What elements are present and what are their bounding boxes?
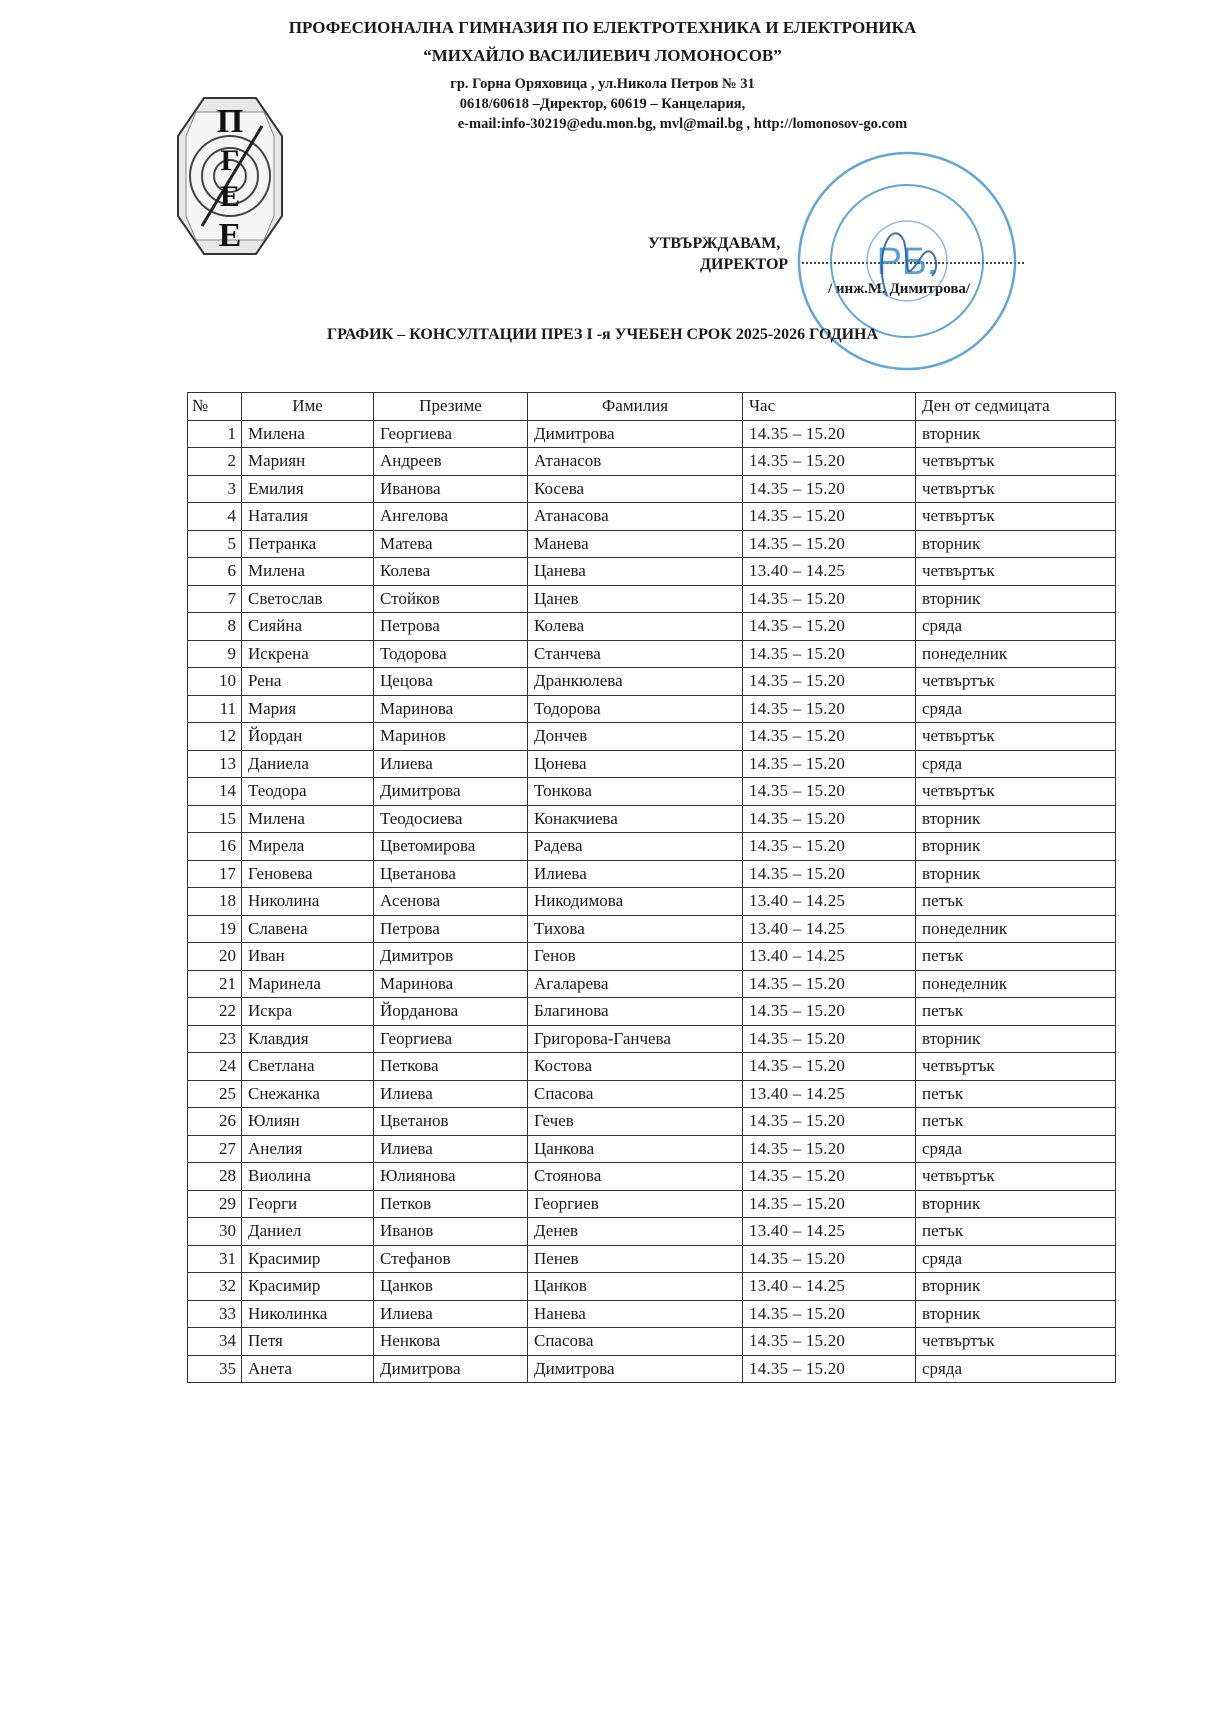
logo-letter: Г (220, 144, 240, 177)
cell-weekday: вторник (916, 420, 1116, 448)
cell-first-name: Красимир (242, 1245, 374, 1273)
cell-middle-name: Маринова (374, 695, 528, 723)
cell-first-name: Милена (242, 805, 374, 833)
cell-weekday: сряда (916, 1135, 1116, 1163)
cell-last-name: Георгиев (528, 1190, 743, 1218)
cell-last-name: Станчева (528, 640, 743, 668)
cell-time: 14.35 – 15.20 (743, 723, 916, 751)
cell-first-name: Рена (242, 668, 374, 696)
cell-first-name: Искрена (242, 640, 374, 668)
cell-middle-name: Димитрова (374, 778, 528, 806)
cell-weekday: вторник (916, 1300, 1116, 1328)
cell-weekday: четвъртък (916, 558, 1116, 586)
cell-last-name: Конакчиева (528, 805, 743, 833)
cell-number: 29 (188, 1190, 242, 1218)
cell-time: 13.40 – 14.25 (743, 915, 916, 943)
cell-weekday: понеделник (916, 970, 1116, 998)
cell-time: 14.35 – 15.20 (743, 1025, 916, 1053)
cell-last-name: Колева (528, 613, 743, 641)
cell-weekday: петък (916, 943, 1116, 971)
cell-last-name: Цанкова (528, 1135, 743, 1163)
school-address: гр. Горна Оряховица , ул.Никола Петров № 31 (450, 76, 755, 92)
cell-first-name: Красимир (242, 1273, 374, 1301)
cell-middle-name: Стойков (374, 585, 528, 613)
table-row (188, 1080, 1116, 1108)
cell-weekday: сряда (916, 750, 1116, 778)
cell-middle-name: Илиева (374, 1300, 528, 1328)
logo-letter: П (216, 103, 244, 140)
cell-first-name: Николинка (242, 1300, 374, 1328)
cell-first-name: Милена (242, 420, 374, 448)
cell-middle-name: Димитров (374, 943, 528, 971)
cell-weekday: четвъртък (916, 668, 1116, 696)
cell-middle-name: Георгиева (374, 420, 528, 448)
cell-last-name: Дончев (528, 723, 743, 751)
cell-number: 7 (188, 585, 242, 613)
cell-first-name: Анета (242, 1355, 374, 1383)
table-row (188, 695, 1116, 723)
cell-last-name: Благинова (528, 998, 743, 1026)
col-header-number: № (188, 393, 242, 421)
cell-last-name: Тодорова (528, 695, 743, 723)
cell-time: 14.35 – 15.20 (743, 1163, 916, 1191)
school-contacts: e-mail:info-30219@edu.mon.bg, mvl@mail.bg , http://lomonosov-go.com (457, 116, 908, 132)
table-row (188, 778, 1116, 806)
cell-time: 13.40 – 14.25 (743, 888, 916, 916)
cell-number: 20 (188, 943, 242, 971)
cell-number: 1 (188, 420, 242, 448)
cell-last-name: Цанев (528, 585, 743, 613)
cell-number: 4 (188, 503, 242, 531)
cell-last-name: Радева (528, 833, 743, 861)
approval-signatory: / инж.М. Димитрова/ (828, 281, 971, 297)
cell-first-name: Светлана (242, 1053, 374, 1081)
cell-time: 13.40 – 14.25 (743, 1080, 916, 1108)
table-row (188, 585, 1116, 613)
cell-number: 23 (188, 1025, 242, 1053)
cell-number: 33 (188, 1300, 242, 1328)
cell-number: 15 (188, 805, 242, 833)
cell-last-name: Нанева (528, 1300, 743, 1328)
cell-last-name: Илиева (528, 860, 743, 888)
cell-last-name: Пенев (528, 1245, 743, 1273)
cell-time: 14.35 – 15.20 (743, 750, 916, 778)
cell-middle-name: Стефанов (374, 1245, 528, 1273)
table-row (188, 1163, 1116, 1191)
cell-time: 14.35 – 15.20 (743, 805, 916, 833)
cell-time: 14.35 – 15.20 (743, 695, 916, 723)
cell-middle-name: Георгиева (374, 1025, 528, 1053)
cell-first-name: Виолина (242, 1163, 374, 1191)
cell-last-name: Атанасова (528, 503, 743, 531)
cell-first-name: Анелия (242, 1135, 374, 1163)
cell-last-name: Генов (528, 943, 743, 971)
cell-weekday: четвъртък (916, 1053, 1116, 1081)
cell-time: 13.40 – 14.25 (743, 558, 916, 586)
cell-number: 19 (188, 915, 242, 943)
cell-middle-name: Цветанов (374, 1108, 528, 1136)
cell-first-name: Клавдия (242, 1025, 374, 1053)
cell-first-name: Иван (242, 943, 374, 971)
cell-middle-name: Асенова (374, 888, 528, 916)
cell-last-name: Манева (528, 530, 743, 558)
cell-time: 14.35 – 15.20 (743, 1053, 916, 1081)
cell-last-name: Стоянова (528, 1163, 743, 1191)
cell-number: 27 (188, 1135, 242, 1163)
cell-weekday: вторник (916, 1190, 1116, 1218)
cell-time: 14.35 – 15.20 (743, 860, 916, 888)
cell-middle-name: Петрова (374, 613, 528, 641)
cell-first-name: Теодора (242, 778, 374, 806)
table-row (188, 613, 1116, 641)
cell-middle-name: Ангелова (374, 503, 528, 531)
cell-weekday: четвъртък (916, 778, 1116, 806)
table-row (188, 420, 1116, 448)
cell-time: 14.35 – 15.20 (743, 1355, 916, 1383)
cell-weekday: вторник (916, 1273, 1116, 1301)
table-row (188, 915, 1116, 943)
cell-number: 34 (188, 1328, 242, 1356)
stamp-center: РБ. (876, 241, 938, 283)
cell-number: 14 (188, 778, 242, 806)
cell-first-name: Маринела (242, 970, 374, 998)
cell-first-name: Георги (242, 1190, 374, 1218)
cell-number: 22 (188, 998, 242, 1026)
cell-number: 13 (188, 750, 242, 778)
table-row (188, 1135, 1116, 1163)
table-row (188, 1245, 1116, 1273)
cell-weekday: сряда (916, 695, 1116, 723)
cell-last-name: Агаларева (528, 970, 743, 998)
cell-last-name: Цанков (528, 1273, 743, 1301)
cell-weekday: вторник (916, 530, 1116, 558)
table-row (188, 1053, 1116, 1081)
cell-first-name: Сияйна (242, 613, 374, 641)
cell-weekday: петък (916, 1080, 1116, 1108)
table-row (188, 860, 1116, 888)
cell-time: 14.35 – 15.20 (743, 778, 916, 806)
table-row (188, 805, 1116, 833)
cell-time: 14.35 – 15.20 (743, 613, 916, 641)
cell-weekday: сряда (916, 1245, 1116, 1273)
cell-number: 35 (188, 1355, 242, 1383)
cell-time: 14.35 – 15.20 (743, 833, 916, 861)
table-row (188, 1355, 1116, 1383)
cell-number: 25 (188, 1080, 242, 1108)
cell-number: 21 (188, 970, 242, 998)
cell-first-name: Йордан (242, 723, 374, 751)
cell-last-name: Костова (528, 1053, 743, 1081)
cell-middle-name: Петкова (374, 1053, 528, 1081)
cell-weekday: четвъртък (916, 448, 1116, 476)
cell-number: 16 (188, 833, 242, 861)
cell-middle-name: Цанков (374, 1273, 528, 1301)
cell-last-name: Цанева (528, 558, 743, 586)
school-phones: 0618/60618 –Директор, 60619 – Канцелария, (459, 96, 746, 112)
cell-weekday: четвъртък (916, 475, 1116, 503)
col-header-time: Час (743, 393, 916, 421)
table-row (188, 475, 1116, 503)
cell-time: 14.35 – 15.20 (743, 585, 916, 613)
cell-weekday: петък (916, 888, 1116, 916)
table-row (188, 888, 1116, 916)
cell-middle-name: Иванова (374, 475, 528, 503)
cell-weekday: петък (916, 998, 1116, 1026)
cell-first-name: Мария (242, 695, 374, 723)
cell-first-name: Юлиян (242, 1108, 374, 1136)
table-header-row (188, 393, 1116, 421)
cell-number: 10 (188, 668, 242, 696)
cell-first-name: Емилия (242, 475, 374, 503)
table-row (188, 1273, 1116, 1301)
cell-number: 3 (188, 475, 242, 503)
table-row (188, 1218, 1116, 1246)
cell-middle-name: Цветомирова (374, 833, 528, 861)
logo-letter: Е (218, 217, 242, 254)
cell-time: 13.40 – 14.25 (743, 1218, 916, 1246)
cell-last-name: Спасова (528, 1328, 743, 1356)
cell-middle-name: Иванов (374, 1218, 528, 1246)
cell-time: 14.35 – 15.20 (743, 1300, 916, 1328)
cell-number: 24 (188, 1053, 242, 1081)
cell-number: 2 (188, 448, 242, 476)
cell-weekday: вторник (916, 860, 1116, 888)
cell-middle-name: Тодорова (374, 640, 528, 668)
table-row (188, 448, 1116, 476)
cell-number: 6 (188, 558, 242, 586)
cell-last-name: Гечев (528, 1108, 743, 1136)
cell-middle-name: Илиева (374, 750, 528, 778)
cell-weekday: понеделник (916, 915, 1116, 943)
table-row (188, 998, 1116, 1026)
cell-first-name: Наталия (242, 503, 374, 531)
cell-middle-name: Маринова (374, 970, 528, 998)
cell-first-name: Николина (242, 888, 374, 916)
school-name: ПРОФЕСИОНАЛНА ГИМНАЗИЯ ПО ЕЛЕКТРОТЕХНИКА И ЕЛЕКТРОНИКА (288, 18, 917, 37)
cell-number: 9 (188, 640, 242, 668)
cell-last-name: Спасова (528, 1080, 743, 1108)
table-row (188, 750, 1116, 778)
cell-last-name: Тонкова (528, 778, 743, 806)
cell-time: 14.35 – 15.20 (743, 970, 916, 998)
cell-first-name: Искра (242, 998, 374, 1026)
cell-last-name: Атанасов (528, 448, 743, 476)
cell-number: 8 (188, 613, 242, 641)
cell-middle-name: Ненкова (374, 1328, 528, 1356)
cell-weekday: четвъртък (916, 1163, 1116, 1191)
cell-middle-name: Цветанова (374, 860, 528, 888)
cell-last-name: Димитрова (528, 1355, 743, 1383)
table-row (188, 723, 1116, 751)
cell-middle-name: Матева (374, 530, 528, 558)
cell-first-name: Славена (242, 915, 374, 943)
cell-middle-name: Димитрова (374, 1355, 528, 1383)
table-row (188, 558, 1116, 586)
cell-middle-name: Колева (374, 558, 528, 586)
cell-time: 14.35 – 15.20 (743, 503, 916, 531)
cell-weekday: петък (916, 1218, 1116, 1246)
cell-number: 17 (188, 860, 242, 888)
cell-time: 14.35 – 15.20 (743, 998, 916, 1026)
table-row (188, 1025, 1116, 1053)
cell-time: 14.35 – 15.20 (743, 420, 916, 448)
cell-number: 32 (188, 1273, 242, 1301)
cell-middle-name: Илиева (374, 1135, 528, 1163)
table-row (188, 970, 1116, 998)
approval-label: УТВЪРЖДАВАМ, (648, 235, 781, 252)
cell-last-name: Денев (528, 1218, 743, 1246)
col-header-weekday: Ден от седмицата (916, 393, 1116, 421)
cell-middle-name: Илиева (374, 1080, 528, 1108)
cell-weekday: четвъртък (916, 503, 1116, 531)
cell-number: 11 (188, 695, 242, 723)
cell-time: 14.35 – 15.20 (743, 668, 916, 696)
cell-first-name: Светослав (242, 585, 374, 613)
cell-weekday: вторник (916, 1025, 1116, 1053)
cell-weekday: четвъртък (916, 1328, 1116, 1356)
cell-time: 14.35 – 15.20 (743, 1135, 916, 1163)
cell-middle-name: Андреев (374, 448, 528, 476)
cell-first-name: Даниел (242, 1218, 374, 1246)
cell-weekday: вторник (916, 585, 1116, 613)
consultation-schedule-table (187, 392, 1116, 1383)
table-row (188, 503, 1116, 531)
table-row (188, 640, 1116, 668)
cell-last-name: Никодимова (528, 888, 743, 916)
cell-middle-name: Теодосиева (374, 805, 528, 833)
approval-role: ДИРЕКТОР (700, 256, 789, 273)
table-row (188, 833, 1116, 861)
table-row (188, 1328, 1116, 1356)
cell-middle-name: Петков (374, 1190, 528, 1218)
logo-letter: Е (219, 180, 241, 213)
cell-time: 14.35 – 15.20 (743, 1190, 916, 1218)
cell-middle-name: Цецова (374, 668, 528, 696)
cell-first-name: Петя (242, 1328, 374, 1356)
cell-number: 31 (188, 1245, 242, 1273)
cell-last-name: Димитрова (528, 420, 743, 448)
cell-first-name: Мариян (242, 448, 374, 476)
table-row (188, 1108, 1116, 1136)
table-row (188, 530, 1116, 558)
signature-line (802, 262, 1024, 264)
cell-time: 13.40 – 14.25 (743, 1273, 916, 1301)
cell-last-name: Григорова-Ганчева (528, 1025, 743, 1053)
cell-first-name: Снежанка (242, 1080, 374, 1108)
table-row (188, 1190, 1116, 1218)
cell-last-name: Тихова (528, 915, 743, 943)
cell-last-name: Косева (528, 475, 743, 503)
cell-middle-name: Юлиянова (374, 1163, 528, 1191)
cell-time: 14.35 – 15.20 (743, 475, 916, 503)
cell-time: 14.35 – 15.20 (743, 640, 916, 668)
cell-time: 14.35 – 15.20 (743, 1328, 916, 1356)
cell-last-name: Дранкюлева (528, 668, 743, 696)
cell-first-name: Даниела (242, 750, 374, 778)
table-row (188, 943, 1116, 971)
cell-time: 13.40 – 14.25 (743, 943, 916, 971)
cell-first-name: Геновева (242, 860, 374, 888)
cell-middle-name: Маринов (374, 723, 528, 751)
cell-weekday: сряда (916, 1355, 1116, 1383)
cell-weekday: вторник (916, 833, 1116, 861)
cell-weekday: вторник (916, 805, 1116, 833)
cell-number: 30 (188, 1218, 242, 1246)
cell-first-name: Петранка (242, 530, 374, 558)
cell-middle-name: Петрова (374, 915, 528, 943)
cell-last-name: Цонева (528, 750, 743, 778)
cell-middle-name: Йорданова (374, 998, 528, 1026)
document-title: ГРАФИК – КОНСУЛТАЦИИ ПРЕЗ I -я УЧЕБЕН СРОК 2025-2026 ГОДИНА (326, 326, 879, 343)
cell-weekday: понеделник (916, 640, 1116, 668)
col-header-first-name: Име (242, 393, 374, 421)
cell-time: 14.35 – 15.20 (743, 1245, 916, 1273)
cell-number: 28 (188, 1163, 242, 1191)
cell-number: 5 (188, 530, 242, 558)
cell-number: 12 (188, 723, 242, 751)
table-row (188, 668, 1116, 696)
cell-first-name: Милена (242, 558, 374, 586)
cell-weekday: четвъртък (916, 723, 1116, 751)
school-logo-icon (176, 96, 284, 256)
cell-time: 14.35 – 15.20 (743, 1108, 916, 1136)
table-row (188, 1300, 1116, 1328)
cell-weekday: петък (916, 1108, 1116, 1136)
col-header-middle-name: Презиме (374, 393, 528, 421)
cell-time: 14.35 – 15.20 (743, 530, 916, 558)
cell-time: 14.35 – 15.20 (743, 448, 916, 476)
col-header-last-name: Фамилия (528, 393, 743, 421)
cell-weekday: сряда (916, 613, 1116, 641)
school-patron: “МИХАЙЛО ВАСИЛИЕВИЧ ЛОМОНОСОВ” (423, 46, 782, 65)
cell-first-name: Мирела (242, 833, 374, 861)
cell-number: 26 (188, 1108, 242, 1136)
cell-number: 18 (188, 888, 242, 916)
